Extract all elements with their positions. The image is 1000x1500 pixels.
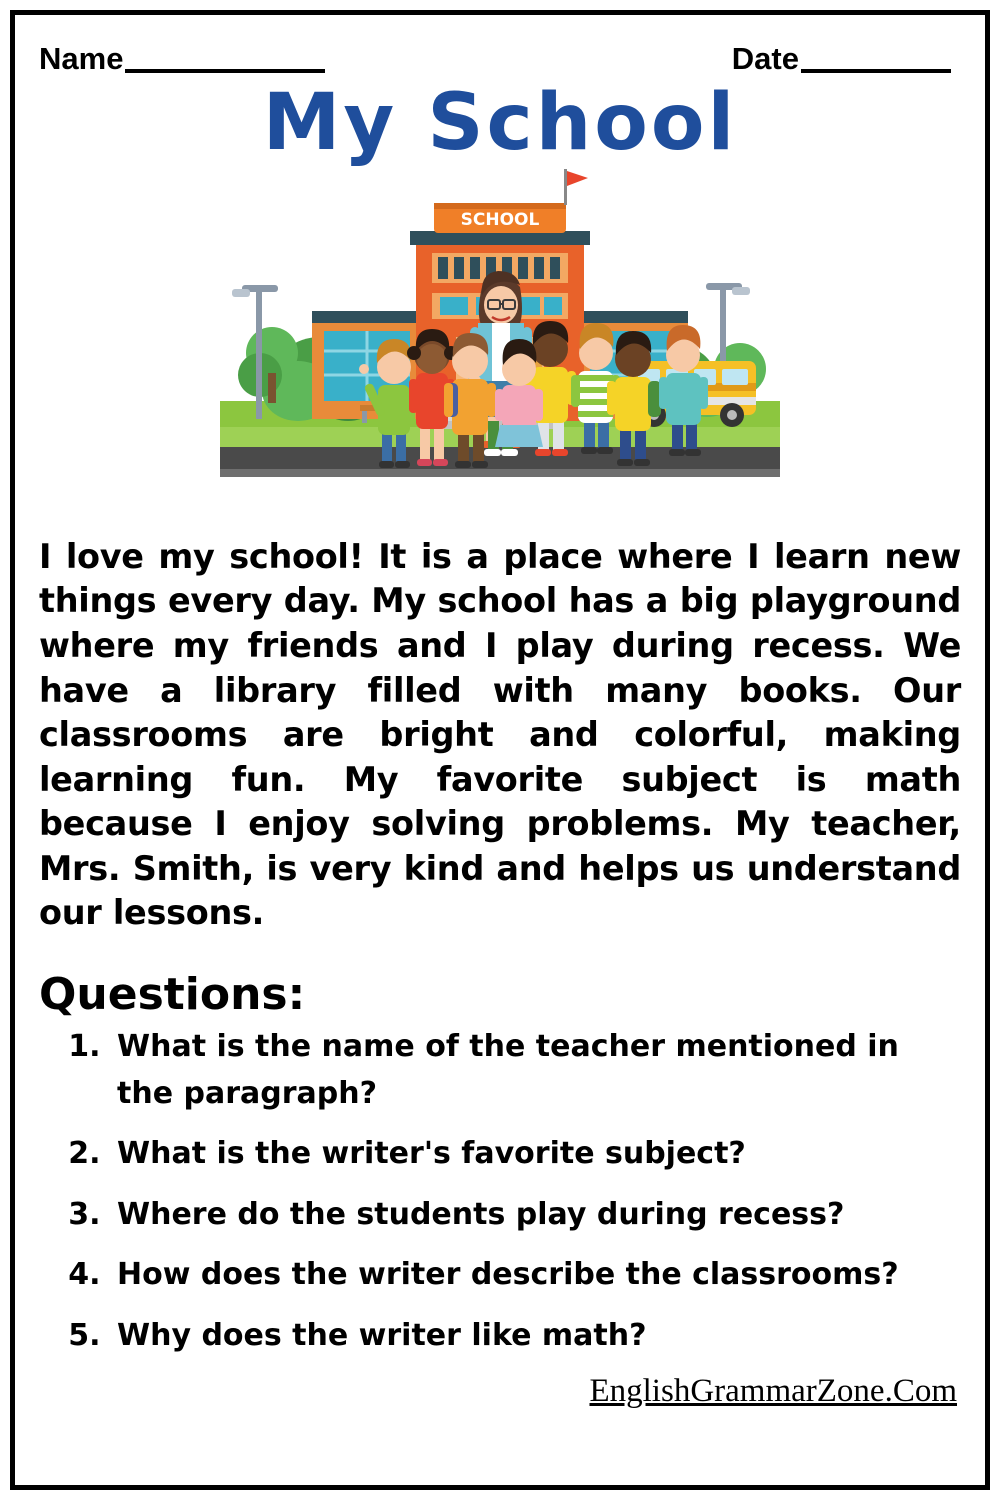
page-title: My School — [262, 78, 738, 168]
list-item: 4. How does the writer describe the classrooms? — [111, 1252, 961, 1299]
list-item: 1. What is the name of the teacher mentioned in the paragraph? — [111, 1024, 961, 1117]
worksheet-header — [39, 41, 961, 77]
questions-list — [39, 1024, 961, 1359]
date-field[interactable] — [732, 41, 951, 77]
site-credit: EnglishGrammarZone.Com — [589, 1373, 957, 1410]
date-input-line[interactable] — [801, 69, 951, 73]
name-label: Name — [39, 41, 124, 76]
questions-heading: Questions: — [39, 969, 306, 1021]
illustration-container — [39, 169, 961, 529]
list-item: 3. Where do the students play during recess? — [111, 1192, 961, 1239]
name-field[interactable] — [39, 41, 325, 77]
list-item: 5. Why does the writer like math? — [111, 1313, 961, 1360]
reading-paragraph: I love my school! It is a place where I learn new things every day. My school has a big playground where my friends and I play during recess. We have a library filled with many books. Our classrooms are bright and colorful, making learning fun. My favorite subject is math because I enjoy solving problems. My teacher, Mrs. Smith, is very kind and helps us understand our lessons. — [39, 536, 961, 933]
list-item: 2. What is the writer's favorite subject? — [111, 1131, 961, 1178]
svg-text:SCHOOL: SCHOOL — [460, 209, 540, 230]
school-illustration — [220, 169, 780, 529]
worksheet-border — [10, 10, 990, 1490]
name-input-line[interactable] — [125, 69, 325, 73]
date-label: Date — [731, 41, 799, 76]
